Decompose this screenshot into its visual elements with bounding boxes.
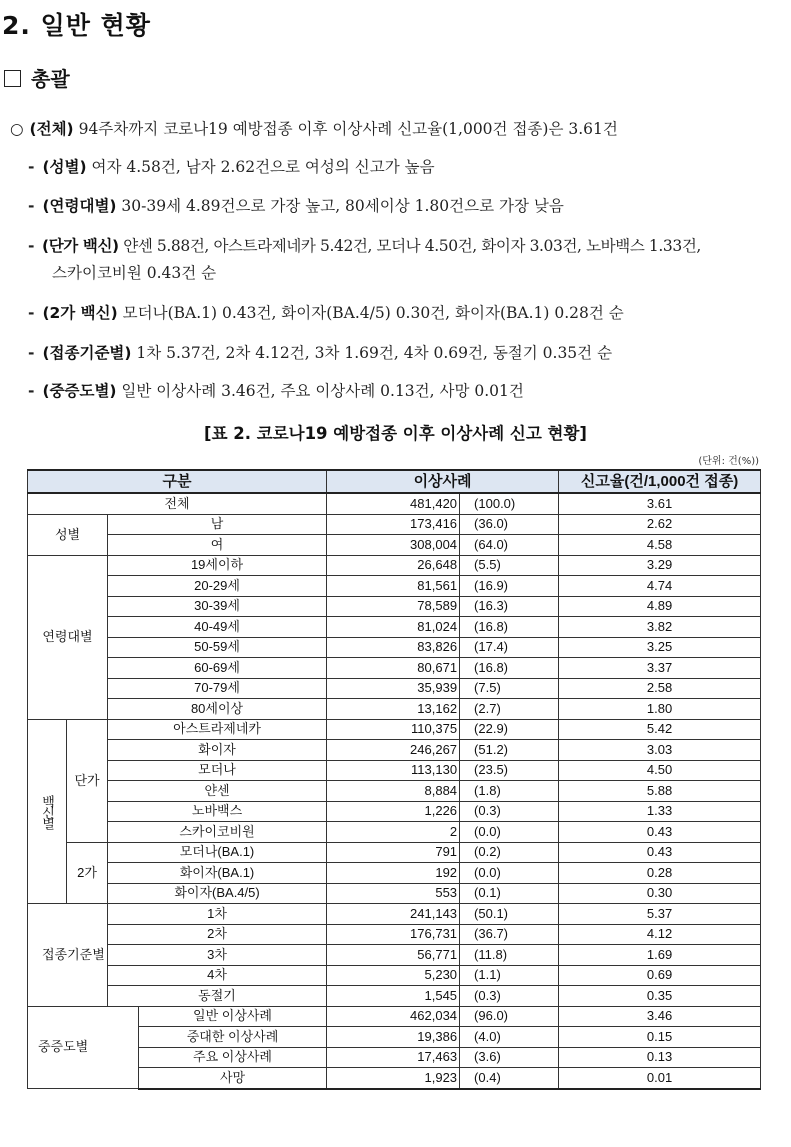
- row-label: 20-29세: [108, 576, 327, 597]
- row-label: 3차: [108, 945, 327, 966]
- cell-rate: 3.82: [559, 617, 761, 638]
- row-label: 노바백스: [108, 801, 327, 822]
- cell-rate: 2.62: [559, 514, 761, 535]
- cell-count: 192: [327, 863, 460, 884]
- cell-count: 80,671: [327, 658, 460, 679]
- cell-rate: 0.28: [559, 863, 761, 884]
- cell-count: 13,162: [327, 699, 460, 720]
- cell-pct: (50.1): [460, 904, 559, 925]
- page-heading: 2. 일반 현황: [2, 11, 151, 40]
- summary-line: [10, 117, 618, 139]
- cell-rate: 1.80: [559, 699, 761, 720]
- cell-rate: 0.43: [559, 822, 761, 843]
- cell-pct: (64.0): [460, 535, 559, 556]
- bullet-label: (연령대별): [42, 197, 117, 215]
- row-label: 중대한 이상사례: [139, 1027, 327, 1048]
- cell-count: 553: [327, 883, 460, 904]
- cell-pct: (2.7): [460, 699, 559, 720]
- table-row: [28, 596, 761, 617]
- cell-pct: (5.5): [460, 555, 559, 576]
- bullet-bivalent: - (2가 백신) 모더나(BA.1) 0.43건, 화이자(BA.4/5) 0.30건, 화이자(BA.1) 0.28건 순: [28, 304, 624, 322]
- row-label: 전체: [28, 493, 327, 514]
- table-row: [28, 883, 761, 904]
- header-category: 구분: [28, 470, 327, 493]
- cell-pct: (22.9): [460, 719, 559, 740]
- table-row: [28, 658, 761, 679]
- cell-pct: (36.7): [460, 924, 559, 945]
- row-label: 화이자(BA.1): [108, 863, 327, 884]
- row-label: 사망: [139, 1068, 327, 1089]
- table-row: [28, 555, 761, 576]
- table-row: [28, 822, 761, 843]
- row-label: 2차: [108, 924, 327, 945]
- cell-rate: 4.58: [559, 535, 761, 556]
- cell-rate: 4.74: [559, 576, 761, 597]
- bullet-age: - (연령대별) 30-39세 4.89건으로 가장 높고, 80세이상 1.80건으로 가장 낮음: [28, 197, 564, 215]
- row-label: 4차: [108, 965, 327, 986]
- cell-count: 241,143: [327, 904, 460, 925]
- table-row: [28, 760, 761, 781]
- bullet-label: (2가 백신): [42, 304, 118, 322]
- bullet-label: (단가 백신): [42, 237, 119, 255]
- header-cases: 이상사례: [327, 470, 559, 493]
- table-row: [28, 904, 761, 925]
- cell-count: 308,004: [327, 535, 460, 556]
- cell-rate: 4.89: [559, 596, 761, 617]
- cell-rate: 4.50: [559, 760, 761, 781]
- cell-rate: 0.13: [559, 1047, 761, 1068]
- row-label: 여: [108, 535, 327, 556]
- cell-count: 8,884: [327, 781, 460, 802]
- cell-pct: (0.2): [460, 842, 559, 863]
- table-row: [28, 493, 761, 514]
- cell-count: 81,024: [327, 617, 460, 638]
- cell-rate: 0.01: [559, 1068, 761, 1089]
- cell-rate: 0.35: [559, 986, 761, 1007]
- cell-count: 246,267: [327, 740, 460, 761]
- bullet-text: 30-39세 4.89건으로 가장 높고, 80세이상 1.80건으로 가장 낮음: [116, 197, 564, 215]
- bullet-label: (중증도별): [42, 382, 117, 400]
- row-label: 70-79세: [108, 678, 327, 699]
- row-label: 50-59세: [108, 637, 327, 658]
- bullet-text: 얀센 5.88건, 아스트라제네카 5.42건, 모더나 4.50건, 화이자 3.03건, 노바백스 1.33건,: [118, 237, 701, 255]
- cell-rate: 5.88: [559, 781, 761, 802]
- cell-rate: 4.12: [559, 924, 761, 945]
- bullet-dose: - (접종기준별) 1차 5.37건, 2차 4.12건, 3차 1.69건, 4차 0.69건, 동절기 0.35건 순: [28, 344, 613, 362]
- table-row: [28, 535, 761, 556]
- bullet-label: (접종기준별): [42, 344, 132, 362]
- cell-pct: (0.3): [460, 986, 559, 1007]
- cell-pct: (100.0): [460, 493, 559, 514]
- table-row: [28, 637, 761, 658]
- row-label: 화이자: [108, 740, 327, 761]
- cell-count: 110,375: [327, 719, 460, 740]
- summary-label: (전체): [29, 120, 74, 138]
- cell-pct: (51.2): [460, 740, 559, 761]
- cell-pct: (0.3): [460, 801, 559, 822]
- table-row: [28, 986, 761, 1007]
- row-label: 19세이하: [108, 555, 327, 576]
- cell-count: 81,561: [327, 576, 460, 597]
- header-rate: 신고율(건/1,000건 접종): [559, 470, 761, 493]
- cell-pct: (7.5): [460, 678, 559, 699]
- row-label: 60-69세: [108, 658, 327, 679]
- row-label: 30-39세: [108, 596, 327, 617]
- cell-rate: 5.37: [559, 904, 761, 925]
- bullet-text: 일반 이상사례 3.46건, 주요 이상사례 0.13건, 사망 0.01건: [116, 382, 524, 400]
- cell-rate: 0.69: [559, 965, 761, 986]
- group-mono: 단가: [67, 719, 108, 842]
- section-title-text: 총괄: [31, 67, 70, 91]
- row-label: 동절기: [108, 986, 327, 1007]
- cell-pct: (3.6): [460, 1047, 559, 1068]
- cell-count: 481,420: [327, 493, 460, 514]
- row-label: 일반 이상사례: [139, 1006, 327, 1027]
- bullet-sex: - (성별) 여자 4.58건, 남자 2.62건으로 여성의 신고가 높음: [28, 158, 435, 176]
- row-label: 남: [108, 514, 327, 535]
- row-label: 화이자(BA.4/5): [108, 883, 327, 904]
- table-row: [28, 965, 761, 986]
- circle-bullet-icon: ○: [10, 120, 24, 138]
- cell-count: 5,230: [327, 965, 460, 986]
- table-row: [28, 617, 761, 638]
- summary-text: 94주차까지 코로나19 예방접종 이후 이상사례 신고율(1,000건 접종)은 3.61건: [73, 120, 618, 138]
- table-caption: [표 2. 코로나19 예방접종 이후 이상사례 신고 현황]: [204, 424, 587, 443]
- cell-rate: 3.61: [559, 493, 761, 514]
- bullet-text: 여자 4.58건, 남자 2.62건으로 여성의 신고가 높음: [86, 158, 435, 176]
- cell-rate: 3.29: [559, 555, 761, 576]
- row-label: 스카이코비원: [108, 822, 327, 843]
- cell-rate: 1.69: [559, 945, 761, 966]
- cell-count: 791: [327, 842, 460, 863]
- row-label: 주요 이상사례: [139, 1047, 327, 1068]
- section-title: [4, 63, 70, 92]
- cell-pct: (0.0): [460, 863, 559, 884]
- cell-pct: (23.5): [460, 760, 559, 781]
- cell-count: 173,416: [327, 514, 460, 535]
- table-row: [28, 842, 761, 863]
- row-label: 아스트라제네카: [108, 719, 327, 740]
- cell-pct: (16.3): [460, 596, 559, 617]
- adverse-events-table: [27, 469, 761, 1090]
- bullet-severity: - (중증도별) 일반 이상사례 3.46건, 주요 이상사례 0.13건, 사망 0.01건: [28, 382, 524, 400]
- cell-count: 1,226: [327, 801, 460, 822]
- cell-pct: (0.0): [460, 822, 559, 843]
- square-bullet-icon: [4, 70, 21, 87]
- cell-pct: (16.8): [460, 658, 559, 679]
- cell-pct: (4.0): [460, 1027, 559, 1048]
- cell-rate: 3.37: [559, 658, 761, 679]
- group-severity: 중증도별: [28, 1006, 139, 1089]
- group-age: 연령대별: [28, 555, 108, 719]
- table-row: [28, 699, 761, 720]
- table-row: [28, 924, 761, 945]
- cell-pct: (16.9): [460, 576, 559, 597]
- table-row: [28, 1006, 761, 1027]
- cell-pct: (11.8): [460, 945, 559, 966]
- group-sex: 성별: [28, 514, 108, 555]
- table-header-row: [28, 470, 761, 493]
- cell-count: 113,130: [327, 760, 460, 781]
- group-dose: 접종기준별: [28, 904, 108, 1007]
- table-row: [28, 801, 761, 822]
- bullet-mono-vaccine-cont: 스카이코비원 0.43건 순: [52, 264, 217, 282]
- cell-count: 17,463: [327, 1047, 460, 1068]
- cell-rate: 0.15: [559, 1027, 761, 1048]
- bullet-mono-vaccine: - (단가 백신) 얀센 5.88건, 아스트라제네카 5.42건, 모더나 4.50건, 화이자 3.03건, 노바백스 1.33건,: [28, 237, 701, 255]
- table-row: [28, 863, 761, 884]
- cell-pct: (0.1): [460, 883, 559, 904]
- table-row: [28, 719, 761, 740]
- cell-count: 26,648: [327, 555, 460, 576]
- cell-rate: 3.46: [559, 1006, 761, 1027]
- cell-pct: (1.1): [460, 965, 559, 986]
- cell-pct: (17.4): [460, 637, 559, 658]
- cell-count: 1,923: [327, 1068, 460, 1089]
- bullet-text: 1차 5.37건, 2차 4.12건, 3차 1.69건, 4차 0.69건, 동절기 0.35건 순: [131, 344, 613, 362]
- cell-pct: (1.8): [460, 781, 559, 802]
- row-label: 모더나(BA.1): [108, 842, 327, 863]
- cell-count: 78,589: [327, 596, 460, 617]
- cell-rate: 2.58: [559, 678, 761, 699]
- cell-pct: (96.0): [460, 1006, 559, 1027]
- table-unit: (단위: 건(%)): [698, 456, 759, 467]
- cell-count: 176,731: [327, 924, 460, 945]
- cell-pct: (36.0): [460, 514, 559, 535]
- cell-rate: 0.43: [559, 842, 761, 863]
- cell-count: 56,771: [327, 945, 460, 966]
- cell-rate: 3.25: [559, 637, 761, 658]
- table-row: [28, 514, 761, 535]
- table-row: [28, 945, 761, 966]
- row-label: 모더나: [108, 760, 327, 781]
- table-row: [28, 576, 761, 597]
- cell-pct: (0.4): [460, 1068, 559, 1089]
- cell-count: 2: [327, 822, 460, 843]
- cell-count: 35,939: [327, 678, 460, 699]
- cell-count: 1,545: [327, 986, 460, 1007]
- table-row: [28, 740, 761, 761]
- row-label: 80세이상: [108, 699, 327, 720]
- row-label: 1차: [108, 904, 327, 925]
- bullet-text: 모더나(BA.1) 0.43건, 화이자(BA.4/5) 0.30건, 화이자(BA.1) 0.28건 순: [117, 304, 624, 322]
- cell-rate: 5.42: [559, 719, 761, 740]
- table-row: [28, 678, 761, 699]
- row-label: 40-49세: [108, 617, 327, 638]
- cell-rate: 3.03: [559, 740, 761, 761]
- cell-count: 83,826: [327, 637, 460, 658]
- group-vaccine: 백신별: [28, 719, 67, 904]
- group-bivalent: 2가: [67, 842, 108, 904]
- cell-pct: (16.8): [460, 617, 559, 638]
- cell-count: 19,386: [327, 1027, 460, 1048]
- table-row: [28, 781, 761, 802]
- row-label: 얀센: [108, 781, 327, 802]
- cell-count: 462,034: [327, 1006, 460, 1027]
- cell-rate: 0.30: [559, 883, 761, 904]
- cell-rate: 1.33: [559, 801, 761, 822]
- bullet-label: (성별): [42, 158, 87, 176]
